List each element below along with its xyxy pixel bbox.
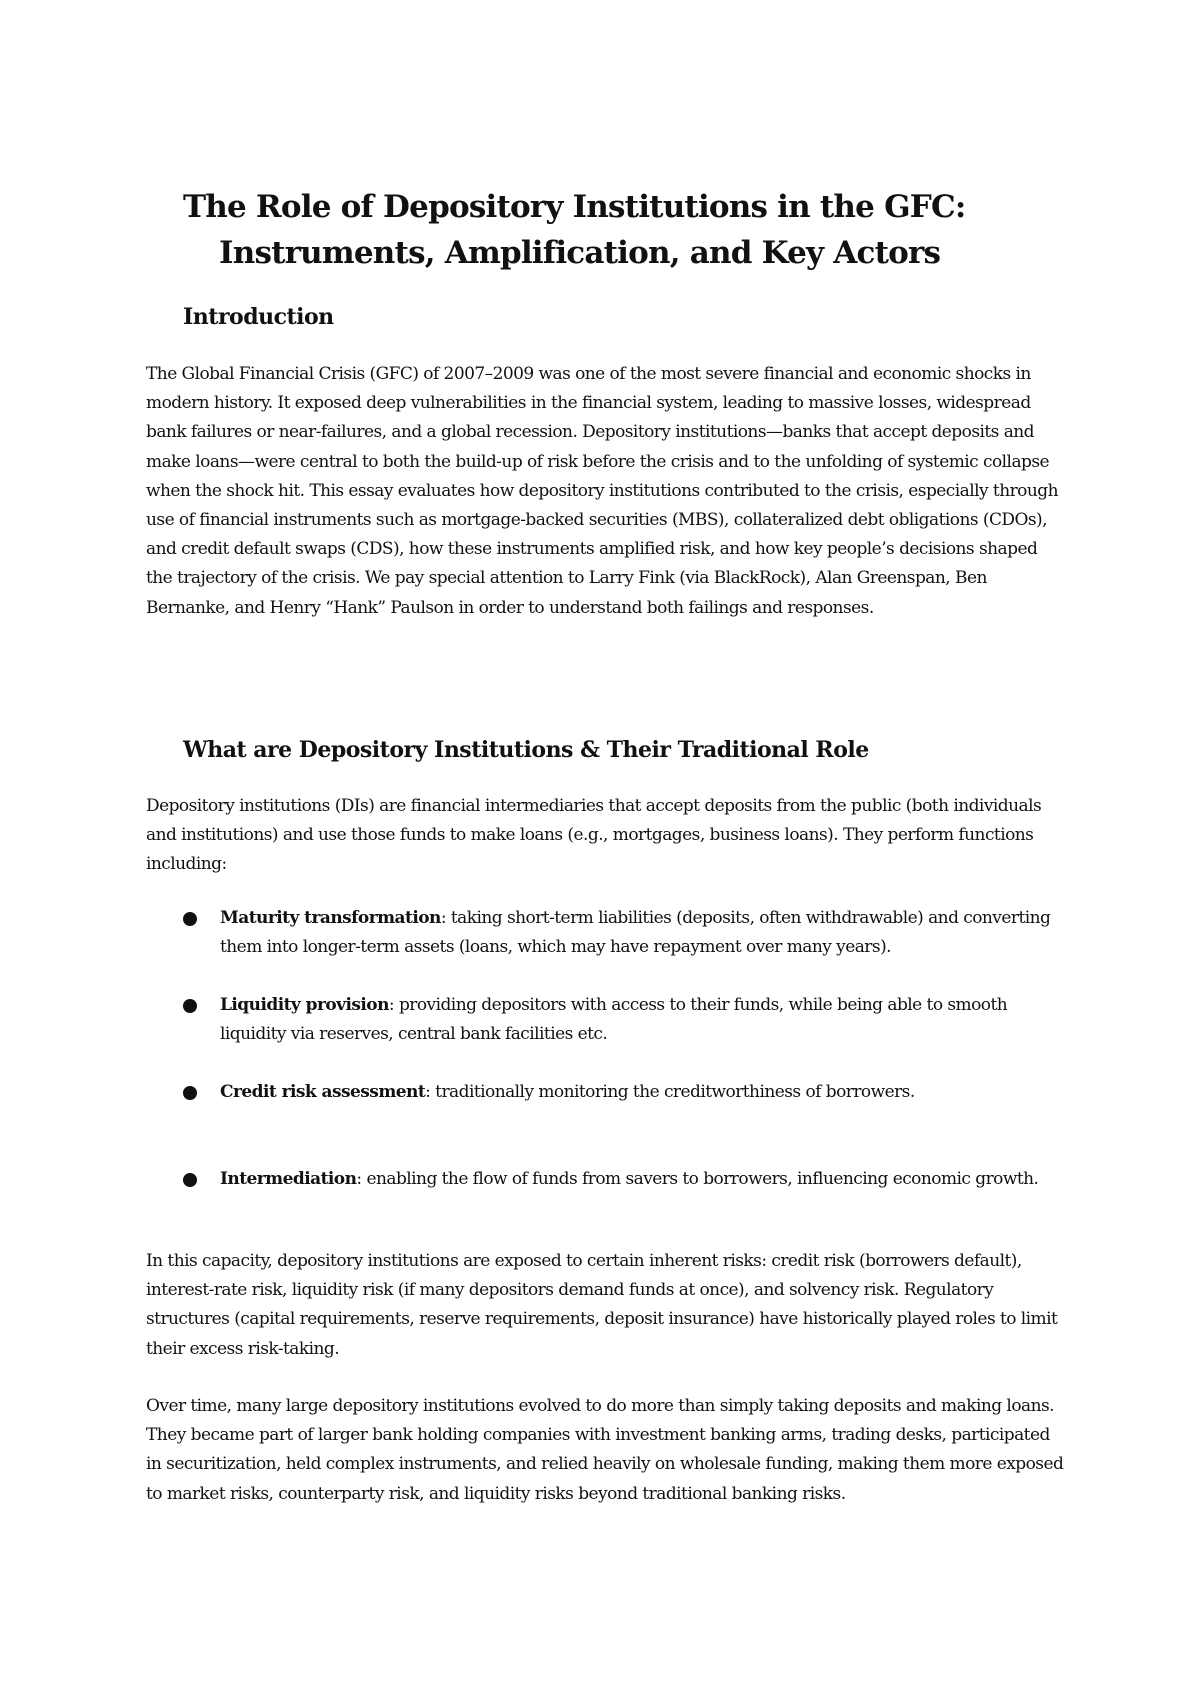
list-item: [183, 1078, 1063, 1136]
document-title: [183, 184, 1083, 276]
bullet-icon: [183, 1086, 197, 1100]
capacity-paragraph: In this capacity, depository institutions are exposed to certain inherent risks: credit risk (borrowers default), interest-rate risk, liquidity risk (if many depositors demand funds at once), and solvency risk. Regulatory structures (capital requirements, reserve requirements, deposit insurance) have historically played roles to limit their excess risk-taking.: [146, 1251, 1058, 1359]
bullet-term: Credit risk assessment: [220, 1082, 426, 1102]
list-item: [183, 991, 1063, 1049]
bullet-term: Intermediation: [220, 1169, 357, 1189]
functions-list: [183, 904, 1063, 1223]
title-line-1: The Role of Depository Institutions in the GFC:: [183, 189, 966, 225]
bullet-term: Liquidity provision: [220, 995, 389, 1015]
title-line-2: Instruments, Amplification, and Key Actors: [219, 235, 941, 271]
list-item: [183, 904, 1063, 962]
evolution-paragraph: Over time, many large depository institutions evolved to do more than simply taking deposits and making loans. They became part of larger bank holding companies with investment banking arms, trading desks, participated in securitization, held complex instruments, and relied heavily on wholesale funding, making them more exposed to market risks, counterparty risk, and liquidity risks beyond traditional banking risks.: [146, 1396, 1064, 1504]
bullet-icon: [183, 1173, 197, 1187]
bullet-text: : enabling the flow of funds from savers to borrowers, influencing economic growth.: [356, 1169, 1039, 1189]
depository-institutions-heading: What are Depository Institutions & Their Traditional Role: [183, 737, 869, 763]
bullet-icon: [183, 999, 197, 1013]
bullet-term: Maturity transformation: [220, 908, 441, 928]
list-item: [183, 1165, 1063, 1223]
bullet-text: : taking short-term liabilities (deposits, often withdrawable) and converting them into longer-term assets (loans, which may have repayment over many years).: [220, 908, 1051, 958]
introduction-heading: Introduction: [183, 304, 334, 330]
bullet-text: : traditionally monitoring the creditworthiness of borrowers.: [425, 1082, 915, 1102]
depository-intro-paragraph: Depository institutions (DIs) are financial intermediaries that accept deposits from the public (both individuals and institutions) and use those funds to make loans (e.g., mortgages, business loans). They perform functions including:: [146, 796, 1042, 875]
introduction-paragraph: The Global Financial Crisis (GFC) of 2007–2009 was one of the most severe financial and economic shocks in modern history. It exposed deep vulnerabilities in the financial system, leading to massive losses, widespread bank failures or near-failures, and a global recession. Depository institutions—banks that accept deposits and make loans—were central to both the build-up of risk before the crisis and to the unfolding of systemic collapse when the shock hit. This essay evaluates how depository institutions contributed to the crisis, especially through use of financial instruments such as mortgage-backed securities (MBS), collateralized debt obligations (CDOs), and credit default swaps (CDS), how these instruments amplified risk, and how key people’s decisions shaped the trajectory of the crisis. We pay special attention to Larry Fink (via BlackRock), Alan Greenspan, Ben Bernanke, and Henry “Hank” Paulson in order to understand both failings and responses.: [146, 364, 1058, 618]
bullet-text: : providing depositors with access to their funds, while being able to smooth liquidity via reserves, central bank facilities etc.: [220, 995, 1008, 1045]
bullet-icon: [183, 912, 197, 926]
